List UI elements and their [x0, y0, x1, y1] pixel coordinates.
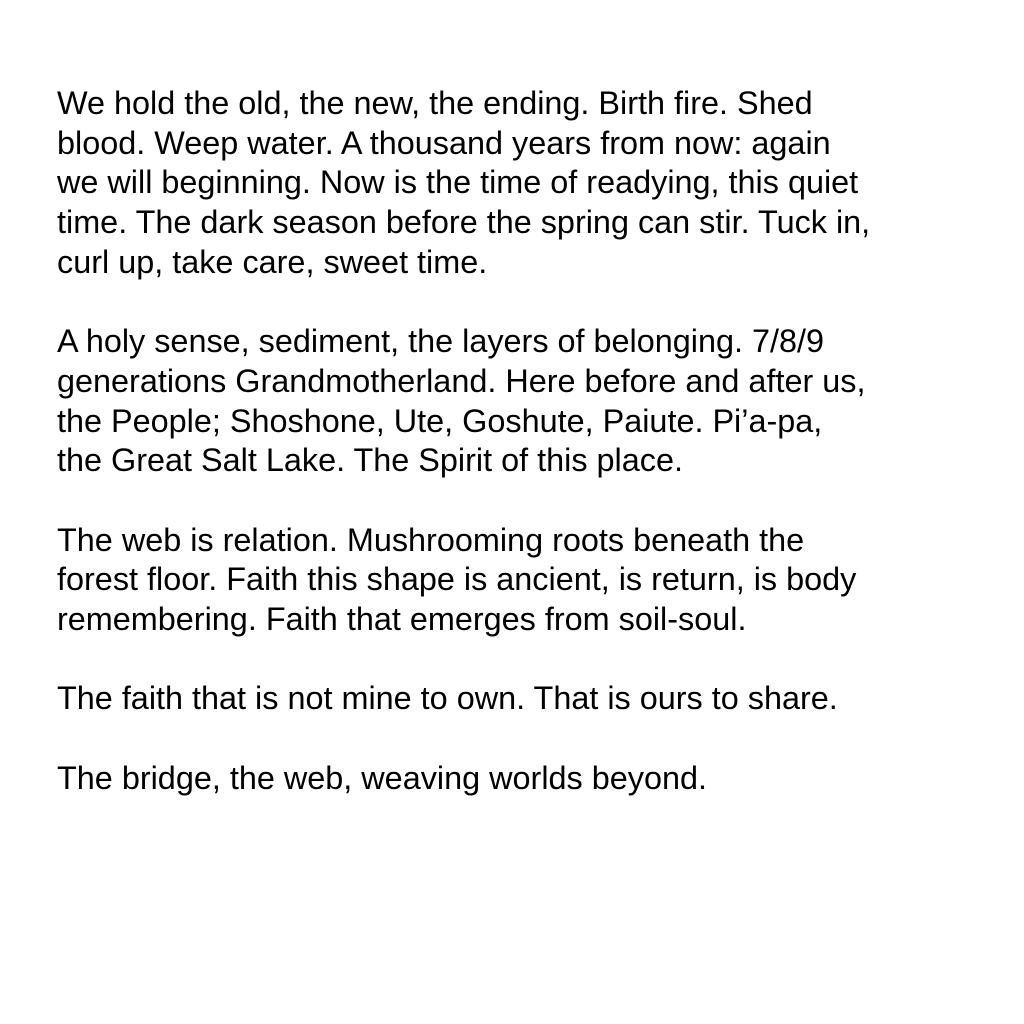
- paragraph-5: [57, 759, 967, 799]
- paragraph-spacer: [57, 640, 967, 680]
- paragraph-line: The web is relation. Mushrooming roots beneath the: [57, 521, 805, 558]
- paragraph-line: curl up, take care, sweet time.: [57, 243, 488, 280]
- paragraph-line: time. The dark season before the spring can stir. Tuck in,: [57, 204, 871, 241]
- paragraph-line: The bridge, the web, weaving worlds beyond.: [57, 759, 707, 796]
- paragraph-line: generations Grandmotherland. Here before and after us,: [57, 362, 866, 399]
- paragraph-line: we will beginning. Now is the time of readying, this quiet: [57, 164, 859, 201]
- paragraph-line: blood. Weep water. A thousand years from now: again: [57, 124, 831, 161]
- paragraph-2: [57, 322, 967, 481]
- paragraph-line: We hold the old, the new, the ending. Birth fire. Shed: [57, 85, 813, 121]
- paragraph-line: A holy sense, sediment, the layers of belonging. 7/8/9: [57, 323, 825, 360]
- paragraph-spacer: [57, 719, 967, 759]
- paragraph-spacer: [57, 481, 967, 521]
- paragraph-line: remembering. Faith that emerges from soil-soul.: [57, 600, 747, 637]
- paragraph-line: The faith that is not mine to own. That is ours to share.: [57, 680, 838, 717]
- poem-text: [57, 84, 967, 798]
- paragraph-line: the People; Shoshone, Ute, Goshute, Paiute. Pi’a-pa,: [57, 402, 823, 439]
- paragraph-line: forest floor. Faith this shape is ancient, is return, is body: [57, 561, 857, 598]
- paragraph-3: [57, 521, 967, 640]
- paragraph-1: [57, 84, 967, 282]
- paragraph-spacer: [57, 282, 967, 322]
- paragraph-line: the Great Salt Lake. The Spirit of this place.: [57, 442, 683, 479]
- paragraph-4: [57, 679, 967, 719]
